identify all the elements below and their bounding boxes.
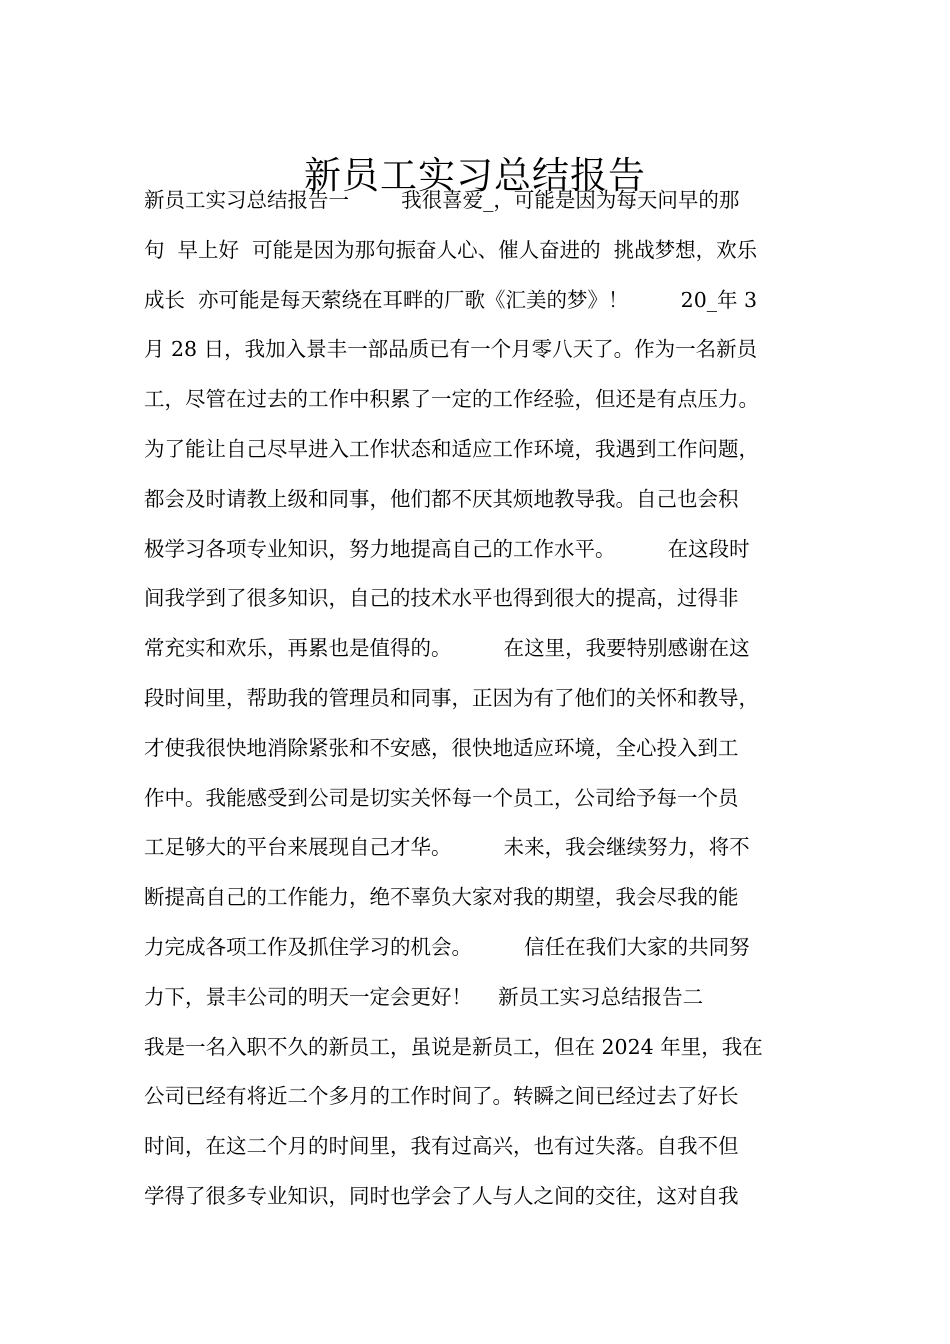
- body-line: 句 早上好 可能是因为那句振奋人心、催人奋进的 挑战梦想，欢乐: [144, 237, 758, 262]
- body-line: 工，尽管在过去的工作中积累了一定的工作经验，但还是有点压力。: [144, 387, 759, 412]
- document-body: [144, 180, 834, 1226]
- body-line: 都会及时请教上级和同事，他们都不厌其烦地教导我。自己也会积: [144, 486, 739, 511]
- body-line: 为了能让自己尽早进入工作状态和适应工作环境，我遇到工作问题，: [144, 436, 759, 461]
- body-line: 新员工实习总结报告一 我很喜爱_，可能是因为每天问早的那: [144, 188, 740, 212]
- body-line: 常充实和欢乐，再累也是值得的。 在这里，我要特别感谢在这: [144, 636, 750, 661]
- document-title: 新员工实习总结报告: [304, 153, 646, 197]
- body-line: 时间，在这二个月的时间里，我有过高兴，也有过失落。自我不但: [144, 1134, 739, 1159]
- body-line: 月 28 日，我加入景丰一部品质已有一个月零八天了。作为一名新员: [144, 337, 758, 362]
- body-line: 才使我很快地消除紧张和不安感，很快地适应环境，全心投入到工: [144, 735, 739, 760]
- body-line: 力完成各项工作及抓住学习的机会。 信任在我们大家的共同努: [144, 934, 750, 959]
- body-line: 公司已经有将近二个多月的工作时间了。转瞬之间已经过去了好长: [144, 1084, 739, 1109]
- body-line: 工足够大的平台来展现自己才华。 未来，我会继续努力，将不: [144, 835, 750, 860]
- body-line: 我是一名入职不久的新员工，虽说是新员工，但在 2024 年里，我在: [144, 1034, 763, 1059]
- body-line: 间我学到了很多知识，自己的技术水平也得到很大的提高，过得非: [144, 586, 739, 611]
- body-line: 极学习各项专业知识，努力地提高自己的工作水平。 在这段时: [144, 536, 750, 561]
- body-line: 段时间里，帮助我的管理员和同事，正因为有了他们的关怀和教导，: [144, 685, 759, 710]
- body-line: 成长 亦可能是每天萦绕在耳畔的厂歌《汇美的梦》！ 20_年 3: [144, 287, 758, 312]
- body-line: 作中。我能感受到公司是切实关怀每一个员工，公司给予每一个员: [144, 785, 739, 810]
- body-line: 断提高自己的工作能力，绝不辜负大家对我的期望，我会尽我的能: [144, 885, 739, 910]
- body-line: 学得了很多专业知识，同时也学会了人与人之间的交往，这对自我: [144, 1183, 739, 1208]
- body-line: 力下，景丰公司的明天一定会更好！ 新员工实习总结报告二: [144, 984, 704, 1009]
